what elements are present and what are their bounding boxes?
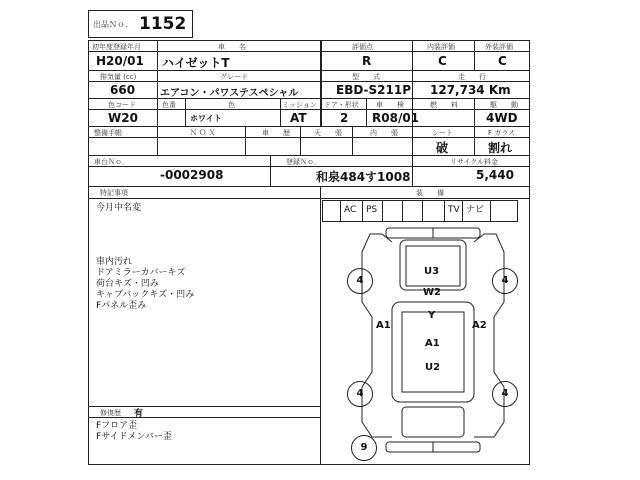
score-label: 評価点 [352,43,373,51]
grade-value: エアコン・パワステスペシャル [160,88,299,99]
recycle-label: リサイクル料金 [450,158,499,166]
displacement-label: 排気量 (cc) [100,73,137,81]
drive-label: 駆 動 [490,101,518,109]
first-reg-value: H20/01 [96,54,144,68]
remarks-label: 特記事項 [100,189,128,197]
score-value: R [362,54,372,68]
fglass-value: 割れ [488,141,513,155]
damage-a1-center: A1 [425,338,440,349]
transmission-label: ミッション [282,101,317,109]
regno-value: 和泉484す1008 [316,170,411,184]
chassis-label: 車台Ｎｏ． [94,158,129,166]
damage-a2-right: A2 [472,320,487,331]
equip-navi: ナビ [466,205,485,215]
car-name-value: ハイゼットT [162,56,230,70]
chassis-value: -0002908 [160,168,224,182]
inner-label: 内 張 [370,129,398,137]
damage-u3: U3 [424,266,440,277]
exterior-label: 外装評価 [485,43,513,51]
fglass-label: F ガラス [488,129,516,137]
tire-rear-left: 4 [347,381,373,407]
interior-value: C [438,54,447,68]
tire-rear-right: 4 [492,381,518,407]
damage-a1-left: A1 [376,320,391,331]
drive-value: 4WD [486,111,518,125]
model-value: EBD-S211P [336,83,411,97]
grade-label: グレード [220,73,248,81]
history-label: 車 歴 [262,129,290,137]
equip-ps: PS [366,205,378,215]
seat-value: 破 [436,141,449,155]
interior-label: 内装評価 [427,43,455,51]
remarks-top: 今月中名変 [96,203,142,213]
equipment-label: 装 備 [416,189,444,197]
doors-label: ドア・形状 [324,101,359,109]
color-label: 色 [228,101,235,109]
mileage-label: 走 行 [458,73,486,81]
tire-spare: 9 [351,435,377,461]
color-code-value: W20 [108,111,138,125]
lot-box [88,10,193,38]
color-no-label: 色番 [162,101,176,109]
equip-ac: AC [344,205,357,215]
exterior-value: C [498,54,507,68]
displacement-value: 660 [110,83,136,97]
tire-front-right: 4 [492,268,518,294]
remarks-bottom: Fフロア歪 Fサイドメンバー歪 [96,421,172,442]
roof-label: 天 張 [314,129,342,137]
car-name-label: 車 名 [218,43,246,51]
repair-value: 有 [134,409,144,419]
repair-label: 修復歴 [100,409,121,417]
maintenance-label: 整備手帳 [94,129,122,137]
nox-label: Ｎ Ｏ Ｘ [190,129,216,137]
doors-value: 2 [340,111,349,125]
lot-number: 1152 [139,14,187,34]
seat-label: シート [432,129,453,137]
damage-u2: U2 [425,362,441,373]
color-code-label: 色コード [108,101,136,109]
inspection-label: 車 検 [376,101,404,109]
transmission-value: AT [290,111,307,125]
model-label: 型 式 [352,73,380,81]
remarks-middle: 車内汚れ ドアミラーカバーキズ 荷台キズ・凹み キャブバックキズ・凹み Fパネル歪み [96,257,195,311]
first-reg-label: 初年度登録年月 [92,43,141,51]
damage-w2: W2 [423,287,441,298]
tire-front-left: 4 [347,268,373,294]
damage-y: Y [428,310,436,321]
recycle-value: 5,440 [476,168,514,182]
inspection-value: R08/01 [372,111,420,125]
color-value: ホワイト [190,114,222,123]
lot-label: 出品Ｎｏ． [93,20,133,29]
mileage-value: 127,734 Km [430,83,511,97]
fuel-label: 燃 料 [430,101,458,109]
equip-tv: TV [448,205,460,215]
regno-label: 登録Ｎｏ． [286,158,321,166]
